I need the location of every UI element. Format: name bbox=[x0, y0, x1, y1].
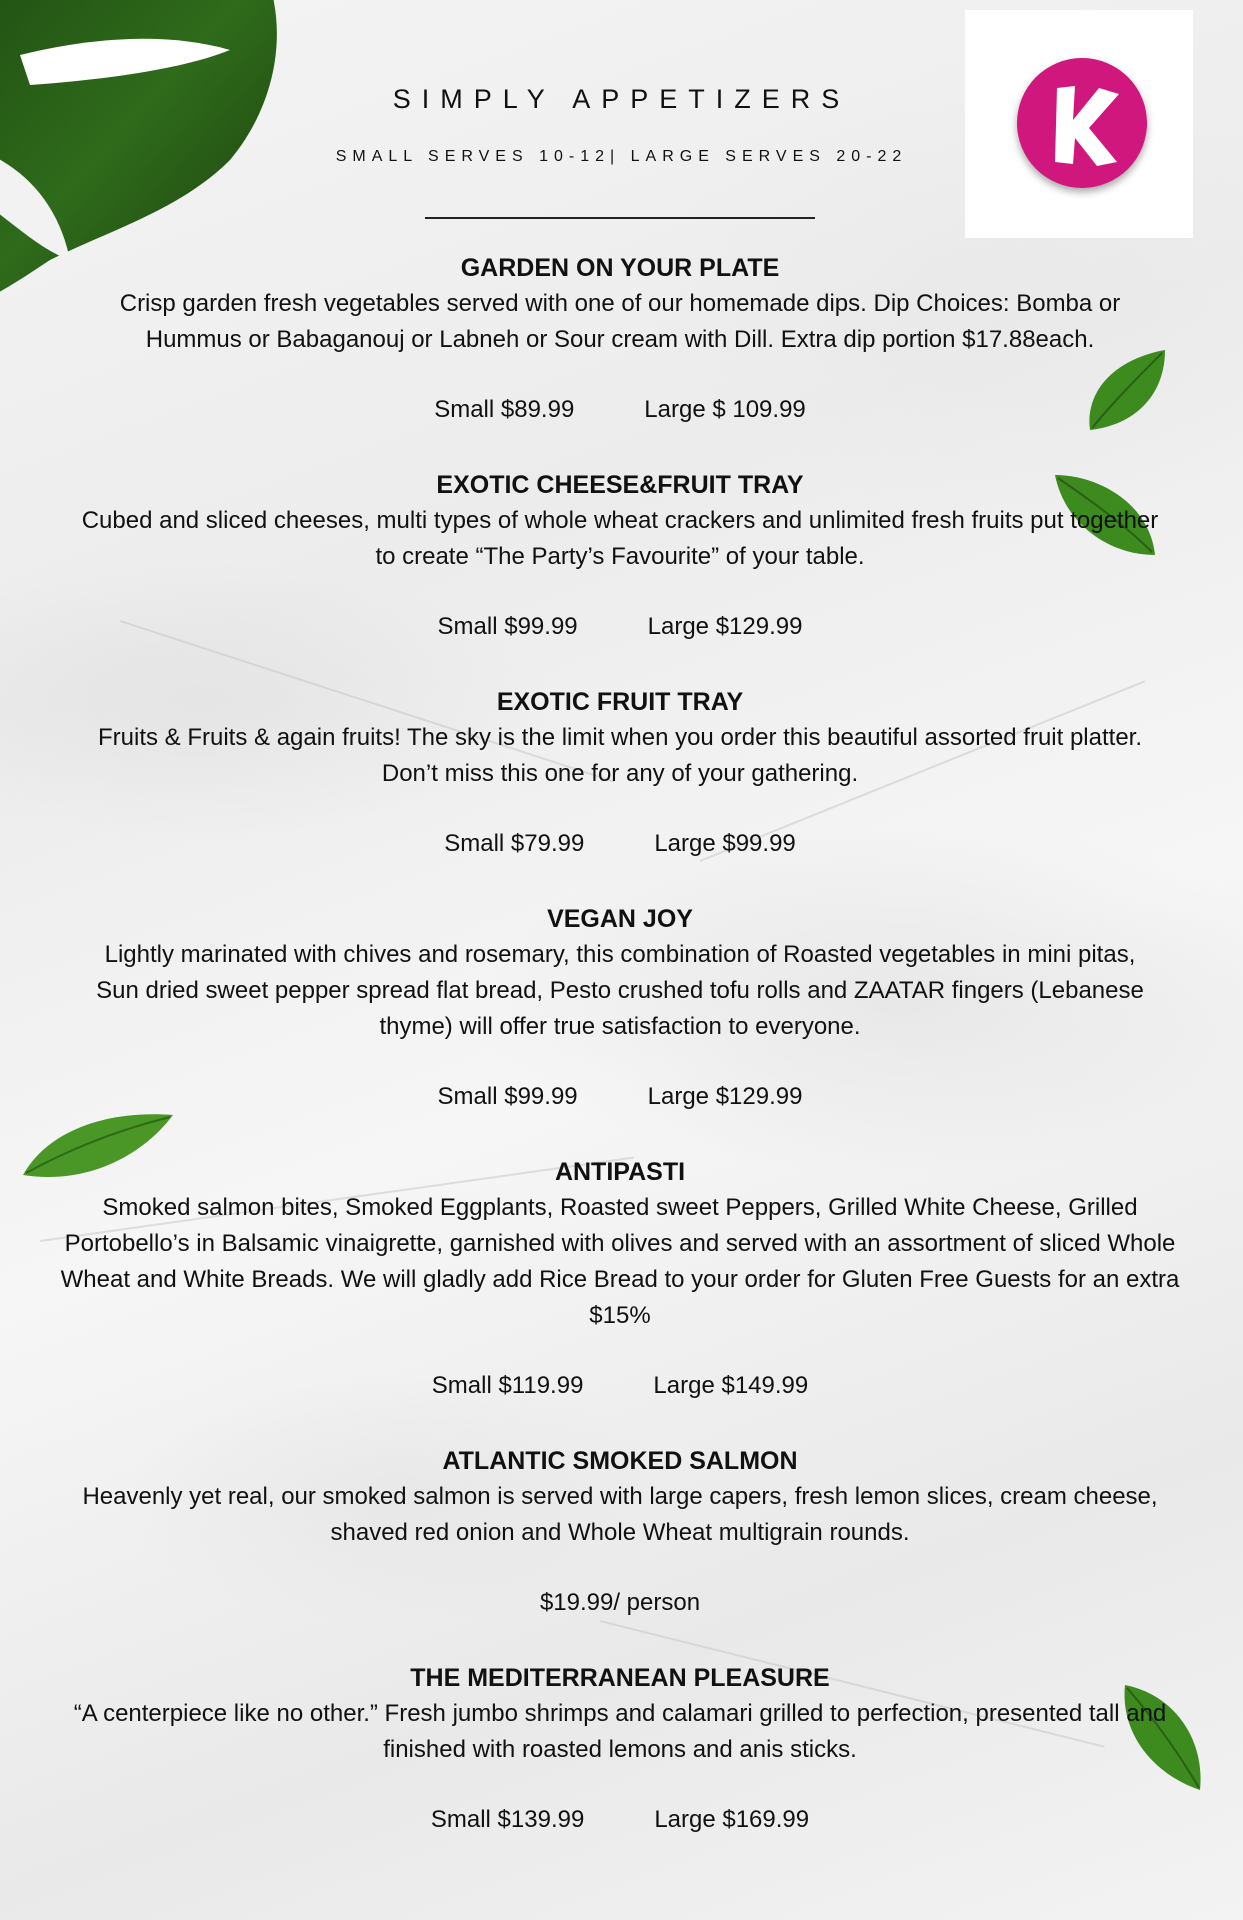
large-price: Large $ 109.99 bbox=[644, 396, 806, 423]
large-price: Large $169.99 bbox=[654, 1806, 810, 1833]
menu-item bbox=[60, 901, 1180, 1154]
menu-item-description: Heavenly yet real, our smoked salmon is served with large capers, fresh lemon slices, cream cheese, shaved red onion and Whole Wheat multigrain rounds. bbox=[82, 1483, 1158, 1546]
menu-item bbox=[60, 684, 1180, 901]
menu-item bbox=[60, 1443, 1180, 1660]
menu-item bbox=[60, 467, 1180, 684]
small-price: Small $119.99 bbox=[431, 1372, 584, 1399]
small-price: Small $139.99 bbox=[430, 1806, 585, 1833]
menu-item bbox=[60, 250, 1180, 467]
menu-item-description: Smoked salmon bites, Smoked Eggplants, Roasted sweet Peppers, Grilled White Cheese, Grilled Portobello’s in Balsamic vinaigrette, garnished with olives and served with an assortment of sliced Whole Wheat and White Breads. We will gladly add Rice Bread to your order for Gluten Free Guests for an extra $15% bbox=[60, 1194, 1180, 1329]
menu-item-prices bbox=[60, 1368, 1180, 1404]
menu-item-prices bbox=[60, 1079, 1180, 1115]
logo-icon bbox=[1017, 58, 1147, 188]
menu-item-name: ATLANTIC SMOKED SALMON bbox=[442, 1447, 798, 1475]
large-price: Large $99.99 bbox=[654, 830, 796, 857]
small-price: Small $99.99 bbox=[437, 613, 578, 640]
menu-item-name: EXOTIC FRUIT TRAY bbox=[496, 688, 744, 716]
small-price: Small $89.99 bbox=[434, 396, 575, 423]
menu-item bbox=[60, 1154, 1180, 1443]
menu-item-description: Cubed and sliced cheeses, multi types of whole wheat crackers and unlimited fresh fruits put together to create “The Party’s Favourite” of your table. bbox=[81, 507, 1159, 570]
menu-item-prices bbox=[60, 826, 1180, 862]
menu-item-description: Fruits & Fruits & again fruits! The sky is the limit when you order this beautiful assorted fruit platter. Don’t miss this one for any of your gathering. bbox=[98, 724, 1142, 787]
page-subtitle: SMALL SERVES 10-12| LARGE SERVES 20-22 bbox=[335, 148, 908, 165]
menu-item-name: EXOTIC CHEESE&FRUIT TRAY bbox=[436, 471, 804, 499]
logo-box bbox=[965, 10, 1193, 238]
menu-item-name: THE MEDITERRANEAN PLEASURE bbox=[410, 1664, 830, 1692]
menu-item-prices bbox=[60, 392, 1180, 428]
large-price: Large $129.99 bbox=[647, 613, 803, 640]
per-person-price: $19.99/ person bbox=[539, 1589, 701, 1616]
menu-item-prices bbox=[60, 609, 1180, 645]
large-price: Large $149.99 bbox=[653, 1372, 809, 1399]
menu-item-description: “A centerpiece like no other.” Fresh jumbo shrimps and calamari grilled to perfection, presented tall and finished with roasted lemons and anis sticks. bbox=[73, 1700, 1167, 1763]
small-price: Small $99.99 bbox=[437, 1083, 578, 1110]
menu-item-name: ANTIPASTI bbox=[554, 1158, 686, 1186]
small-price: Small $79.99 bbox=[444, 830, 585, 857]
menu-item-prices bbox=[60, 1802, 1180, 1838]
menu-item-description: Crisp garden fresh vegetables served with one of our homemade dips. Dip Choices: Bomba or Hummus or Babaganouj or Labneh or Sour cream with Dill. Extra dip portion $17.88each. bbox=[119, 290, 1121, 353]
menu-item-prices bbox=[60, 1585, 1180, 1621]
menu-item-name: VEGAN JOY bbox=[547, 905, 693, 933]
menu-item bbox=[60, 1660, 1180, 1877]
header-divider bbox=[425, 217, 815, 219]
menu-item-description: Lightly marinated with chives and rosemary, this combination of Roasted vegetables in mini pitas, Sun dried sweet pepper spread flat bread, Pesto crushed tofu rolls and ZAATAR fingers (Lebanese thyme) will offer true satisfaction to everyone. bbox=[96, 941, 1144, 1040]
menu-list bbox=[60, 250, 1180, 1877]
large-price: Large $129.99 bbox=[647, 1083, 803, 1110]
k-letter-icon bbox=[1017, 58, 1147, 188]
menu-item-name: GARDEN ON YOUR PLATE bbox=[460, 254, 780, 282]
page-title: SIMPLY APPETIZERS bbox=[392, 84, 851, 114]
